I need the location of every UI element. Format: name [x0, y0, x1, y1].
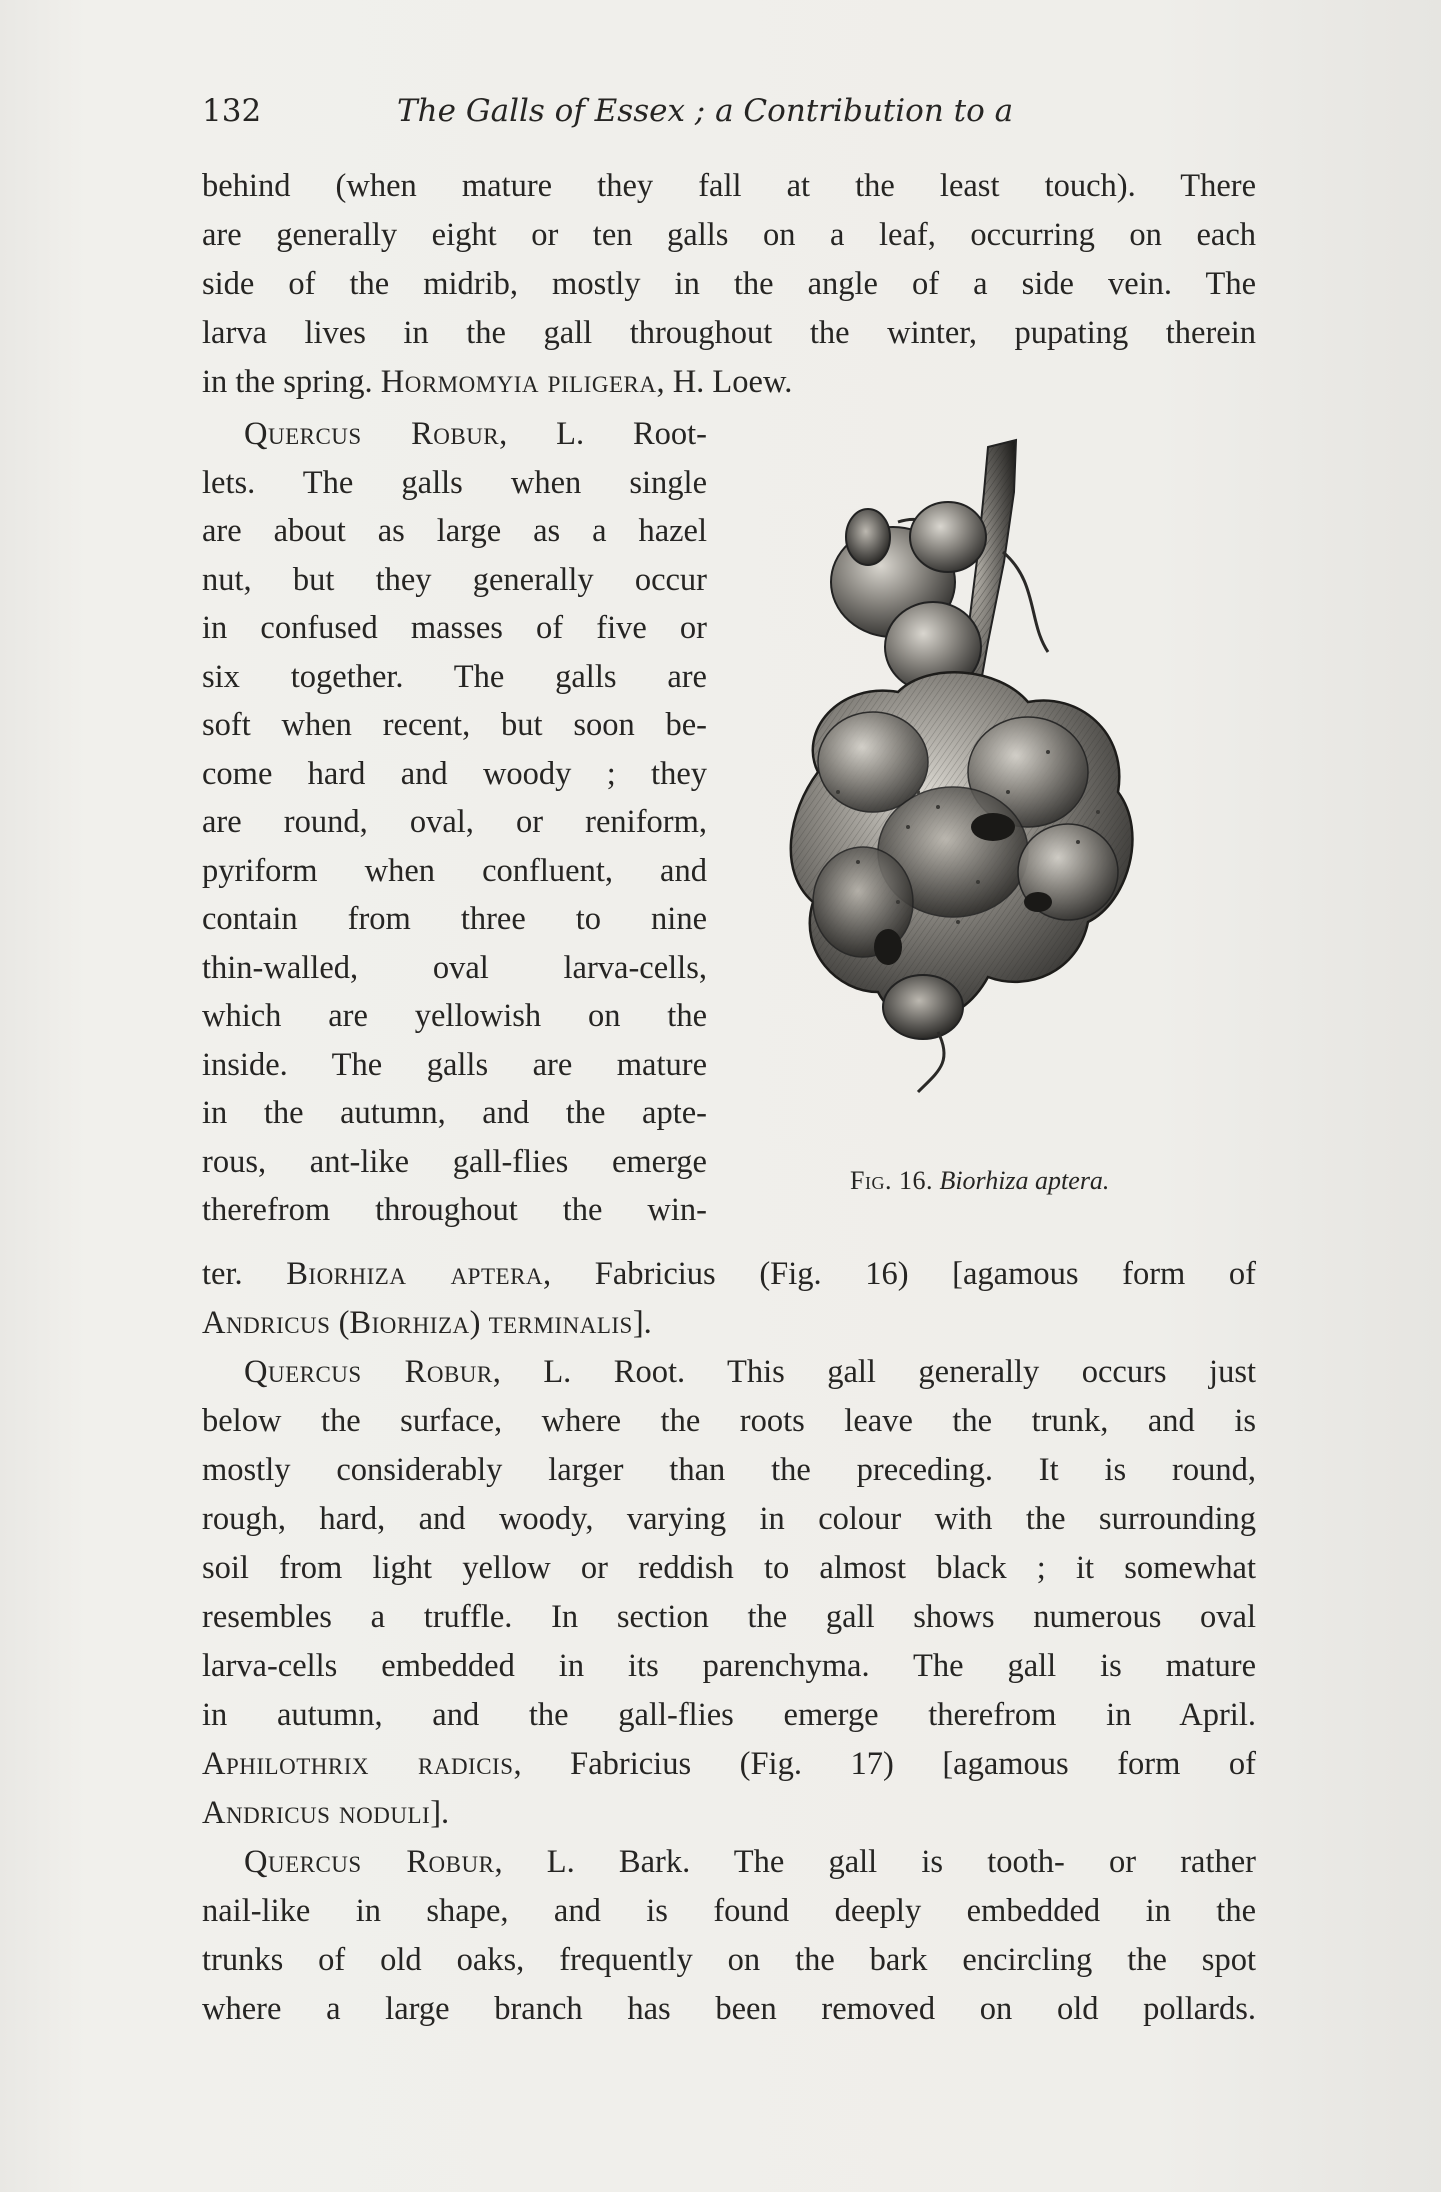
- species-name: Andricus noduli: [202, 1795, 431, 1831]
- text-span: ].: [430, 1795, 450, 1831]
- text-line: below the surface, where the roots leave the trunk, and is: [202, 1403, 1256, 1439]
- text-line: soft when recent, but soon be-: [202, 707, 707, 743]
- text-line: rough, hard, and woody, varying in colour with the surrounding: [202, 1501, 1256, 1537]
- text-line: in confused masses of five or: [202, 610, 707, 646]
- text-span: ): [469, 1305, 489, 1341]
- text-line: therefrom throughout the win-: [202, 1192, 707, 1228]
- text-span: , Fabricius (Fig. 16) [agamous form of: [543, 1256, 1256, 1292]
- text-line: trunks of old oaks, frequently on the bark encircling the spot: [202, 1942, 1256, 1978]
- author-name: , H. Loew.: [656, 364, 793, 400]
- text-line: in the autumn, and the apte-: [202, 1095, 707, 1131]
- text-line: larva-cells embedded in its parenchyma. The gall is mature: [202, 1648, 1256, 1684]
- text-line: in autumn, and the gall-flies emerge therefrom in April.: [202, 1697, 1256, 1733]
- species-name: terminalis: [488, 1305, 633, 1341]
- text-line: behind (when mature they fall at the least touch). There: [202, 168, 1256, 204]
- text-line: [202, 1740, 1256, 1789]
- text-line: six together. The galls are: [202, 658, 707, 695]
- text-line: contain from three to nine: [202, 901, 707, 937]
- text-line: [202, 1348, 1256, 1397]
- text-line: [202, 358, 1256, 407]
- figure-species: Biorhiza aptera.: [939, 1166, 1110, 1195]
- page-number: 132: [202, 93, 262, 129]
- text-line: [202, 1250, 1256, 1299]
- text-line: [202, 1838, 1256, 1887]
- paragraphs-3-4: [202, 1250, 1256, 2034]
- text-span: , Fabricius (Fig. 17) [agamous form of: [513, 1746, 1256, 1782]
- figure-16-illustration: [778, 432, 1178, 1192]
- species-name: Biorhiza aptera: [286, 1256, 544, 1292]
- paragraph-2-wrapped: [202, 410, 707, 1235]
- text-line: pyriform when confluent, and: [202, 852, 707, 889]
- text-line: which are yellowish on the: [202, 998, 707, 1034]
- text-span: , L. Bark. The gall is tooth- or rather: [494, 1844, 1257, 1880]
- text-line: are about as large as a hazel: [202, 513, 707, 549]
- paragraph-1: [202, 162, 1256, 407]
- text-line: are round, oval, or reniform,: [202, 804, 707, 840]
- text-span: ].: [632, 1305, 652, 1341]
- figure-caption: [850, 1166, 1109, 1196]
- species-name: Andricus: [202, 1305, 331, 1341]
- text-line: nut, but they generally occur: [202, 561, 707, 598]
- species-name: Hormomyia piligera: [380, 364, 657, 400]
- text-line: nail-like in shape, and is found deeply embedded in the: [202, 1893, 1256, 1929]
- host-name: Quercus Robur: [244, 1844, 495, 1880]
- text-line: where a large branch has been removed on old pollards.: [202, 1991, 1256, 2027]
- text-span: , L. Root-: [499, 416, 707, 452]
- text-line: thin-walled, oval larva-cells,: [202, 949, 707, 986]
- text-line: [202, 1789, 1256, 1838]
- running-title: The Galls of Essex ; a Contribution to a: [397, 93, 1014, 129]
- text-line: mostly considerably larger than the preceding. It is round,: [202, 1452, 1256, 1488]
- species-name: Biorhiza: [349, 1305, 470, 1341]
- text-line: lets. The galls when single: [202, 464, 707, 501]
- text-span: in the spring.: [202, 364, 373, 400]
- text-span: , L. Root. This gall generally occurs just: [492, 1354, 1256, 1390]
- text-line: side of the midrib, mostly in the angle of a side vein. The: [202, 266, 1256, 302]
- text-line: [202, 1299, 1256, 1348]
- text-line: larva lives in the gall throughout the winter, pupating therein: [202, 315, 1256, 351]
- host-name: Quercus Robur: [244, 416, 500, 452]
- host-name: Quercus Robur: [244, 1354, 493, 1390]
- page-header: [202, 88, 1257, 134]
- text-span: (: [330, 1305, 350, 1341]
- text-span: ter.: [202, 1256, 243, 1292]
- species-name: Aphilothrix radicis: [202, 1746, 514, 1782]
- gall-engraving-icon: [778, 432, 1178, 1192]
- text-line: [202, 410, 707, 459]
- text-line: are generally eight or ten galls on a leaf, occurring on each: [202, 217, 1256, 253]
- text-line: come hard and woody ; they: [202, 755, 707, 792]
- text-line: resembles a truffle. In section the gall shows numerous oval: [202, 1599, 1256, 1635]
- figure-label: Fig. 16.: [850, 1166, 933, 1195]
- text-line: rous, ant-like gall-flies emerge: [202, 1143, 707, 1180]
- text-line: soil from light yellow or reddish to almost black ; it somewhat: [202, 1550, 1256, 1586]
- text-line: inside. The galls are mature: [202, 1046, 707, 1083]
